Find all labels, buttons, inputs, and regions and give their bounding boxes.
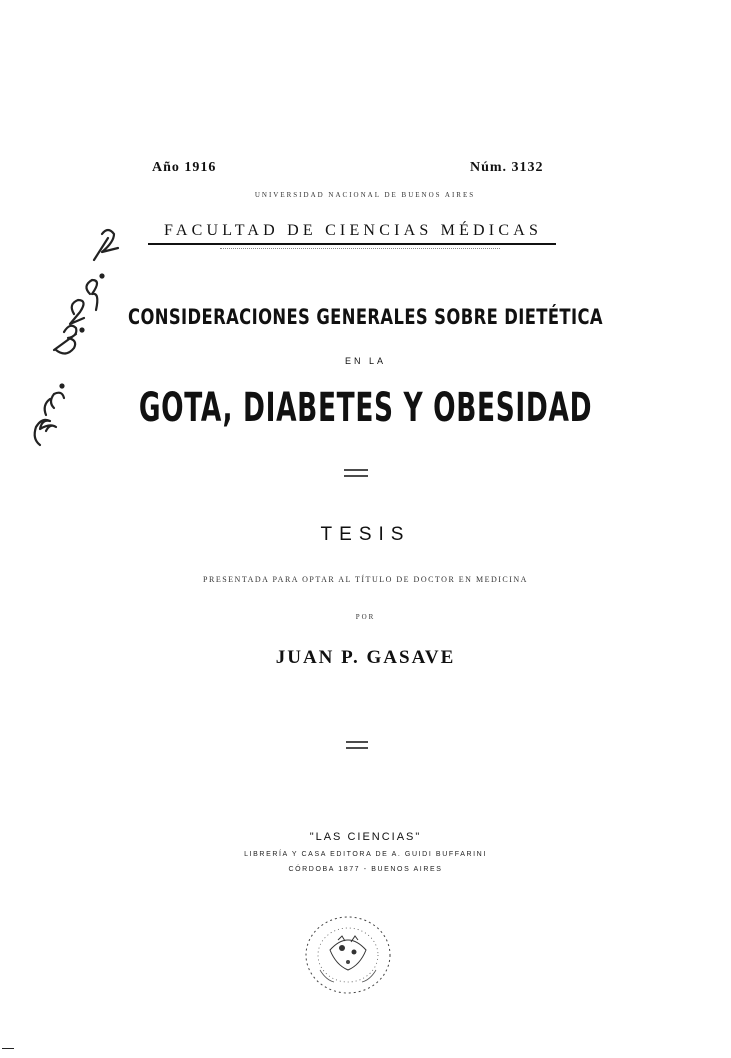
thesis-number-label: Núm. 3132 xyxy=(470,160,544,175)
double-rule-ornament-2 xyxy=(346,740,368,750)
scan-edge-mark xyxy=(2,1048,14,1049)
publisher-details: LIBRERÍA Y CASA EDITORA DE A. GUIDI BUFFARINI xyxy=(244,851,487,858)
author-name: JUAN P. GASAVE xyxy=(275,647,456,668)
title-line-1: CONSIDERACIONES GENERALES SOBRE DIETÉTICA xyxy=(128,305,603,329)
thesis-heading: TESIS xyxy=(320,524,411,545)
title-line-3: GOTA, DIABETES Y OBESIDAD xyxy=(138,385,593,431)
header-divider xyxy=(148,243,556,245)
university-name: UNIVERSIDAD NACIONAL DE BUENOS AIRES xyxy=(254,191,476,199)
faculty-name: FACULTAD DE CIENCIAS MÉDICAS xyxy=(163,222,543,239)
by-label: POR xyxy=(355,613,376,621)
library-seal-stamp xyxy=(300,910,396,1000)
handwritten-shelfmark xyxy=(10,190,130,470)
title-line-2: EN LA xyxy=(344,356,386,366)
publisher-address: CÓRDOBA 1877 - BUENOS AIRES xyxy=(288,866,443,873)
header-dotted-divider xyxy=(220,248,500,250)
thesis-subtitle: PRESENTADA PARA OPTAR AL TÍTULO DE DOCTOR EN MEDICINA xyxy=(203,575,528,584)
publisher-name: "LAS CIENCIAS" xyxy=(309,831,422,843)
double-rule-ornament xyxy=(344,468,368,478)
year-label: Año 1916 xyxy=(152,160,217,175)
